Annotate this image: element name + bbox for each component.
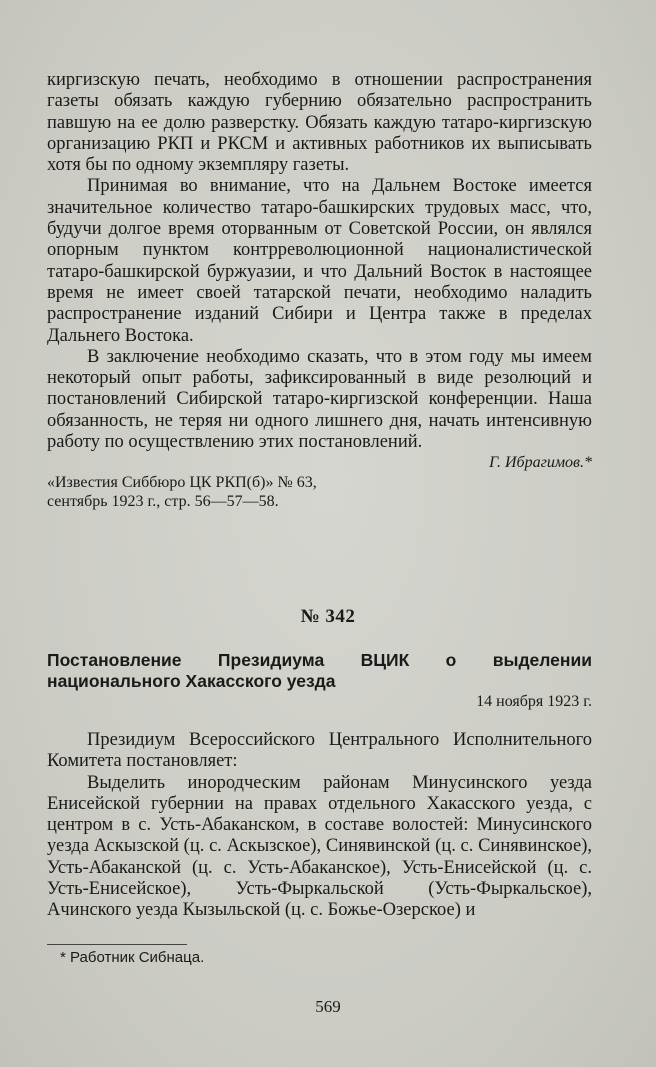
decree-intro: Президиум Всероссийского Центрального Исполнительного Комитета постановляет: bbox=[47, 730, 592, 772]
decree-body: Выделить инородческим районам Минусинского уезда Енисейской губернии на правах отдельного Хакасского уезда, с центром в с. Усть-Абаканском, в составе волостей: Минусинского уезда Аскызской (ц. с. Аскызское), Синявинской (ц. с. Синявинское), Усть-Абаканской (ц. с. Усть-Абаканское), Усть-Енисейской (ц. с. Усть-Енисейское), Усть-Фыркальской (Усть-Фыркальское), Ачинского уезда Кызыльской (ц. с. Божье-Озерское) и bbox=[47, 772, 592, 921]
document-title: Постановление Президиума ВЦИК о выделении национального Хакасского уезда bbox=[47, 650, 592, 691]
page-number: 569 bbox=[315, 997, 341, 1016]
top-paragraph: киргизскую печать, необходимо в отношении распространения газеты обязать каждую губернию обязательно распространить павшую на ее долю разверстку. Обязать каждую татаро-киргизскую организацию РКП и РКСМ и активных работников их выписывать хотя бы по одному экземпляру газеты. bbox=[47, 70, 592, 176]
paragraph-far-east: Принимая во внимание, что на Дальнем Востоке имеется значительное количество татаро-башкирских трудовых масс, что, будучи долгое время оторванным от Советской России, он являлся опорным пунктом контрреволюционной националистической татаро-башкирской буржуазии, и что Дальний Восток в настоящее время не имеет своей татарской печати, необходимо наладить распространение изданий Сибири и Центра также в пределах Дальнего Востока. bbox=[47, 176, 592, 346]
document-date: 14 ноября 1923 г. bbox=[476, 693, 592, 710]
source-citation: «Известия Сиббюро ЦК РКП(б)» № 63, сентябрь 1923 г., стр. 56—57—58. bbox=[47, 474, 317, 511]
paragraph-conclusion: В заключение необходимо сказать, что в этом году мы имеем некоторый опыт работы, зафиксированный в виде резолюций и постановлений Сибирской татаро-киргизской конференции. Наша обязанность, не теряя ни одного лишнего дня, начать интенсивную работу по осуществлению этих постановлений. bbox=[47, 346, 592, 453]
signature: Г. Ибрагимов.* bbox=[489, 454, 592, 472]
footnote-block bbox=[60, 948, 605, 967]
decree-block bbox=[47, 650, 592, 922]
footnote: * Работник Сибнаца. bbox=[60, 949, 205, 966]
document-number: № 342 bbox=[300, 606, 356, 627]
footnote-divider bbox=[47, 944, 187, 945]
continued-text-block bbox=[47, 70, 592, 511]
